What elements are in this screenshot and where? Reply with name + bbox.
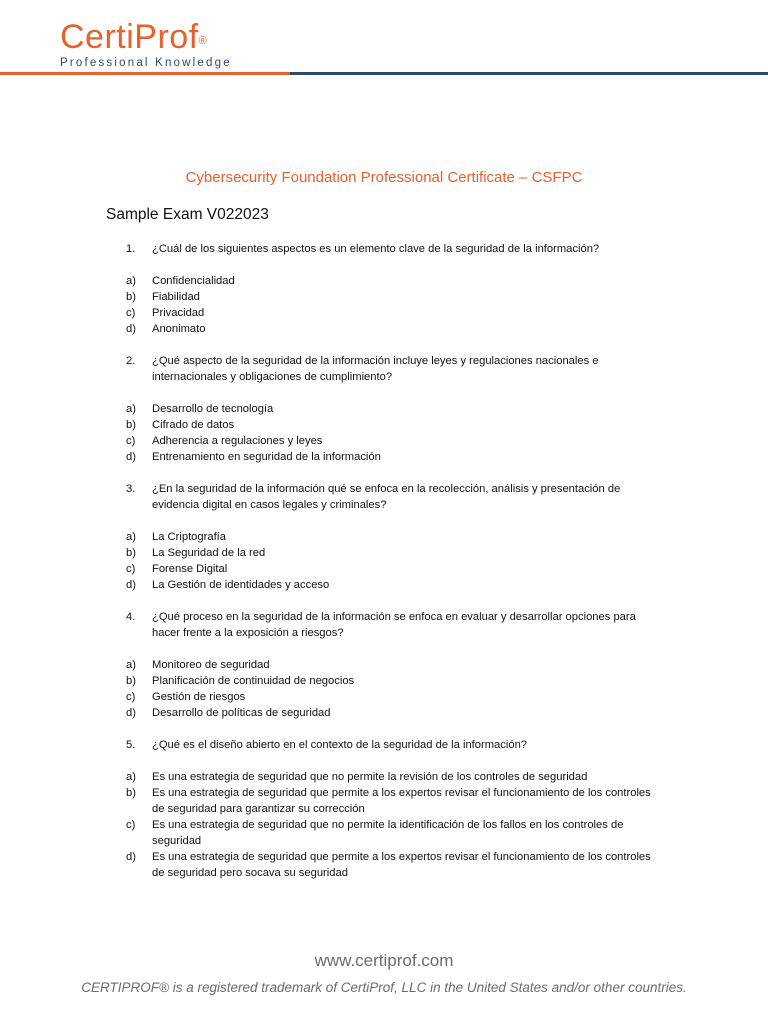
answer-option bbox=[126, 769, 666, 785]
question-number: 1. bbox=[126, 243, 136, 255]
answer-option bbox=[126, 849, 666, 881]
question-item bbox=[126, 481, 666, 513]
answer-option bbox=[126, 529, 666, 545]
option-text: Desarrollo de políticas de seguridad bbox=[152, 707, 331, 719]
option-text: Adherencia a regulaciones y leyes bbox=[152, 435, 323, 447]
logo-tagline: Professional Knowledge bbox=[60, 57, 232, 69]
option-letter: d) bbox=[126, 323, 136, 335]
option-letter: d) bbox=[126, 707, 136, 719]
question-item bbox=[126, 737, 666, 753]
option-text: Privacidad bbox=[152, 307, 205, 319]
logo-wordmark: CertiProf® bbox=[60, 18, 208, 56]
option-text: Gestión de riesgos bbox=[152, 691, 246, 703]
option-text: Anonimato bbox=[152, 323, 206, 335]
answer-options bbox=[126, 769, 666, 881]
question-number: 5. bbox=[126, 739, 136, 751]
answer-option bbox=[126, 817, 666, 849]
question-item bbox=[126, 241, 666, 257]
option-letter: a) bbox=[126, 771, 136, 783]
question-text: ¿En la seguridad de la información qué se enfoca en la recolección, análisis y presentación de evidencia digital en casos legales y criminales? bbox=[152, 483, 621, 511]
option-letter: b) bbox=[126, 787, 136, 799]
answer-option bbox=[126, 561, 666, 577]
answer-option bbox=[126, 657, 666, 673]
option-letter: a) bbox=[126, 531, 136, 543]
option-letter: c) bbox=[126, 307, 136, 319]
option-letter: d) bbox=[126, 451, 136, 463]
question-list bbox=[126, 241, 666, 897]
answer-option bbox=[126, 321, 666, 337]
question-text: ¿Cuál de los siguientes aspectos es un elemento clave de la seguridad de la información? bbox=[152, 243, 600, 255]
answer-option bbox=[126, 273, 666, 289]
exam-version-label: Sample Exam V022023 bbox=[106, 206, 269, 223]
question-item bbox=[126, 353, 666, 385]
answer-options bbox=[126, 657, 666, 721]
option-text: Desarrollo de tecnología bbox=[152, 403, 274, 415]
answer-option bbox=[126, 305, 666, 321]
answer-option bbox=[126, 289, 666, 305]
option-letter: c) bbox=[126, 563, 136, 575]
answer-option bbox=[126, 433, 666, 449]
answer-options bbox=[126, 401, 666, 465]
option-letter: c) bbox=[126, 819, 136, 831]
option-text: Es una estrategia de seguridad que permite a los expertos revisar el funcionamiento de los controles de seguridad para garantizar su corrección bbox=[152, 787, 651, 815]
option-text: La Gestión de identidades y acceso bbox=[152, 579, 330, 591]
certiprof-logo bbox=[60, 18, 260, 72]
option-letter: d) bbox=[126, 851, 136, 863]
option-text: Monitoreo de seguridad bbox=[152, 659, 270, 671]
question-text: ¿Qué aspecto de la seguridad de la información incluye leyes y regulaciones nacionales e internacionales y obligaciones de cumplimiento? bbox=[152, 355, 599, 383]
answer-options bbox=[126, 273, 666, 337]
option-letter: c) bbox=[126, 691, 136, 703]
option-text: Entrenamiento en seguridad de la información bbox=[152, 451, 381, 463]
answer-option bbox=[126, 449, 666, 465]
question-item bbox=[126, 609, 666, 641]
option-letter: b) bbox=[126, 419, 136, 431]
answer-option bbox=[126, 689, 666, 705]
option-text: Confidencialidad bbox=[152, 275, 235, 287]
answer-option bbox=[126, 545, 666, 561]
document-title: Cybersecurity Foundation Professional Certificate – CSFPC bbox=[185, 169, 583, 186]
question-number: 4. bbox=[126, 611, 136, 623]
option-letter: a) bbox=[126, 403, 136, 415]
footer-trademark-notice: CERTIPROF® is a registered trademark of CertiProf, LLC in the United States and/or other countries. bbox=[81, 980, 687, 995]
header-rule-blue bbox=[290, 72, 768, 75]
option-text: Es una estrategia de seguridad que no permite la revisión de los controles de seguridad bbox=[152, 771, 588, 783]
answer-option bbox=[126, 417, 666, 433]
answer-options bbox=[126, 529, 666, 593]
option-text: Es una estrategia de seguridad que permite a los expertos revisar el funcionamiento de los controles de seguridad pero socava su seguridad bbox=[152, 851, 651, 879]
question-number: 2. bbox=[126, 355, 136, 367]
option-letter: b) bbox=[126, 547, 136, 559]
option-text: Forense Digital bbox=[152, 563, 228, 575]
option-letter: b) bbox=[126, 675, 136, 687]
option-text: La Criptografía bbox=[152, 531, 227, 543]
question-text: ¿Qué es el diseño abierto en el contexto de la seguridad de la información? bbox=[152, 739, 528, 751]
footer-website-link[interactable]: www.certiprof.com bbox=[314, 951, 454, 970]
answer-option bbox=[126, 673, 666, 689]
option-text: Planificación de continuidad de negocios bbox=[152, 675, 355, 687]
option-letter: b) bbox=[126, 291, 136, 303]
answer-option bbox=[126, 785, 666, 817]
question-text: ¿Qué proceso en la seguridad de la información se enfoca en evaluar y desarrollar opciones para hacer frente a la exposición a riesgos? bbox=[152, 611, 636, 639]
option-letter: a) bbox=[126, 275, 136, 287]
option-text: Fiabilidad bbox=[152, 291, 200, 303]
question-number: 3. bbox=[126, 483, 136, 495]
answer-option bbox=[126, 705, 666, 721]
option-letter: d) bbox=[126, 579, 136, 591]
answer-option bbox=[126, 577, 666, 593]
option-letter: a) bbox=[126, 659, 136, 671]
header-rule-orange bbox=[0, 72, 290, 75]
option-letter: c) bbox=[126, 435, 136, 447]
option-text: Cifrado de datos bbox=[152, 419, 235, 431]
answer-option bbox=[126, 401, 666, 417]
option-text: La Seguridad de la red bbox=[152, 547, 266, 559]
option-text: Es una estrategia de seguridad que no permite la identificación de los fallos en los controles de seguridad bbox=[152, 819, 624, 847]
